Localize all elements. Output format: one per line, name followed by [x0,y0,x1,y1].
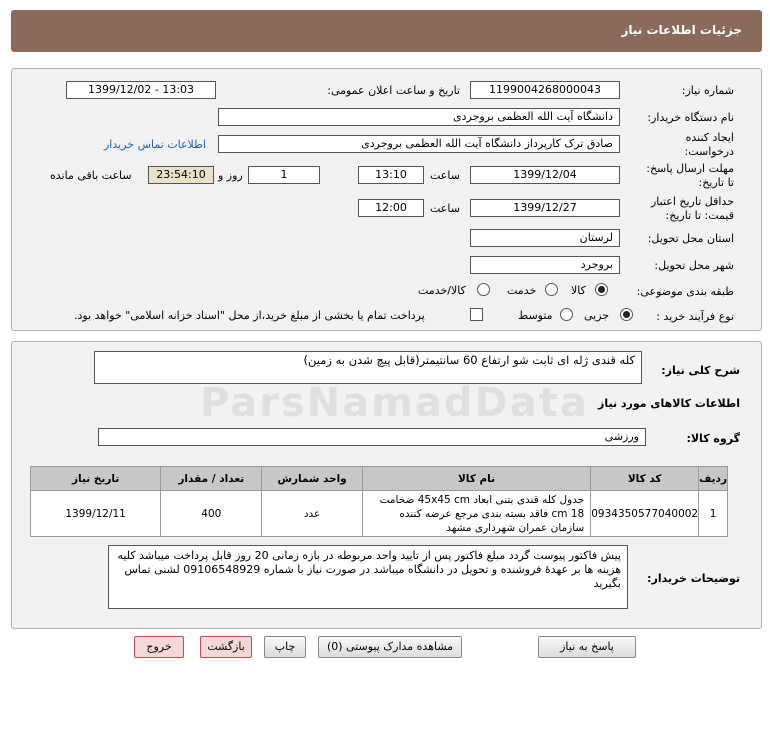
reply-button[interactable]: پاسخ به نیاز [538,636,636,658]
countdown-field: 23:54:10 [148,166,214,184]
summary-label: شرح کلی نیاز: [661,364,740,377]
goods-group-field: ورزشی [98,428,646,446]
deadline-label: مهلت ارسال پاسخ: [646,162,734,175]
creator-field: صادق ترک کارپرداز دانشگاه آیت الله العظمی بروجردی [218,135,620,153]
process-radio-minor[interactable] [620,308,633,321]
goods-table [30,466,728,537]
province-field: لرستان [470,229,620,247]
treasury-payment-note: پرداخت تمام یا بخشی از مبلغ خرید،از محل "اسناد خزانه اسلامی" خواهد بود. [74,309,425,322]
validity-time-label: ساعت [430,202,460,215]
creator-label: ایجاد کننده [685,131,734,144]
deadline-time-field: 13:10 [358,166,424,184]
buyer-org-field: دانشگاه آیت الله العظمی بروجردی [218,108,620,126]
goods-table-header [31,467,728,491]
days-field: 1 [248,166,320,184]
deadline-date-field: 1399/12/04 [470,166,620,184]
print-button[interactable]: چاپ [264,636,306,658]
buyer-org-label: نام دستگاه خریدار: [647,111,734,124]
validity-label-2: قیمت: تا تاریخ: [665,209,734,222]
need-number-field: 1199004268000043 [470,81,620,99]
category-radio-goods[interactable] [595,283,608,296]
announce-field: 1399/12/02 - 13:03 [66,81,216,99]
process-radio-medium[interactable] [560,308,573,321]
validity-label: حداقل تاریخ اعتبار [650,195,734,208]
need-number-label: شماره نیاز: [681,84,734,97]
province-label: استان محل تحویل: [647,232,734,245]
contact-buyer-link[interactable]: اطلاعات تماس خریدار [104,138,206,151]
creator-label-2: درخواست: [684,145,734,158]
page-title: جزئیات اطلاعات نیاز [621,23,742,37]
table-row [31,491,728,537]
attachments-button[interactable]: مشاهده مدارک پیوستی (0) [318,636,462,658]
cell-date: 1399/12/11 [31,491,161,537]
days-label: روز و [218,169,243,182]
cell-qty: 400 [161,491,262,537]
category-option-goods: کالا [571,284,586,297]
category-label: طبقه بندی موضوعی: [636,285,734,298]
category-radio-service[interactable] [545,283,558,296]
treasury-payment-checkbox[interactable] [470,308,483,321]
city-label: شهر محل تحویل: [654,259,734,272]
col-unit: واحد شمارش [262,467,362,491]
col-code: کد کالا [591,467,699,491]
buyer-notes-field: پیش فاکتور پیوست گردد مبلغ فاکتور پس از تایید واحد مربوطه در بازه زمانی 20 روز قابل پرداخت میباشد کلیه هزینه ها بر عهدهٔ فروشنده و تحویل در دانشگاه میباشد در صورت نیاز با شماره 09106548929 لشنی تماس بگیرید [108,545,628,609]
goods-group-label: گروه کالا: [686,432,740,445]
validity-time-field: 12:00 [358,199,424,217]
cell-unit: عدد [262,491,362,537]
announce-label: تاریخ و ساعت اعلان عمومی: [327,84,460,97]
city-field: بروجرد [470,256,620,274]
cell-row: 1 [699,491,728,537]
back-button[interactable]: بازگشت [200,636,252,658]
deadline-time-label: ساعت [430,169,460,182]
remaining-label: ساعت باقی مانده [50,169,132,182]
category-radio-both[interactable] [477,283,490,296]
cell-name: جدول کله قندی بتنی ابعاد 45x45 cm ضخامت 18 cm فاقد بسته بندی مرجع عرضه کننده سازمان عمران شهرداری مشهد [362,491,590,537]
buyer-notes-label: توضیحات خریدار: [647,572,740,585]
page-header [11,10,762,52]
category-option-service: خدمت [507,284,537,297]
col-name: نام کالا [362,467,590,491]
deadline-label-2: تا تاریخ: [698,176,734,189]
process-label: نوع فرآیند خرید : [656,310,734,323]
col-date: تاریخ نیاز [31,467,161,491]
process-option-minor: جزیی [584,309,610,322]
category-option-both: کالا/خدمت [418,284,466,297]
col-row: ردیف [699,467,728,491]
col-qty: تعداد / مقدار [161,467,262,491]
validity-date-field: 1399/12/27 [470,199,620,217]
summary-field: کله قندی ژله ای ثابت شو ارتفاع 60 سانتیمتر(قابل پیچ شدن به زمین) [94,351,642,384]
process-option-medium: متوسط [518,309,553,322]
exit-button[interactable]: خروج [134,636,184,658]
goods-section-title: اطلاعات کالاهای مورد نیاز [598,397,740,410]
cell-code: 0934350577040002 [591,491,699,537]
